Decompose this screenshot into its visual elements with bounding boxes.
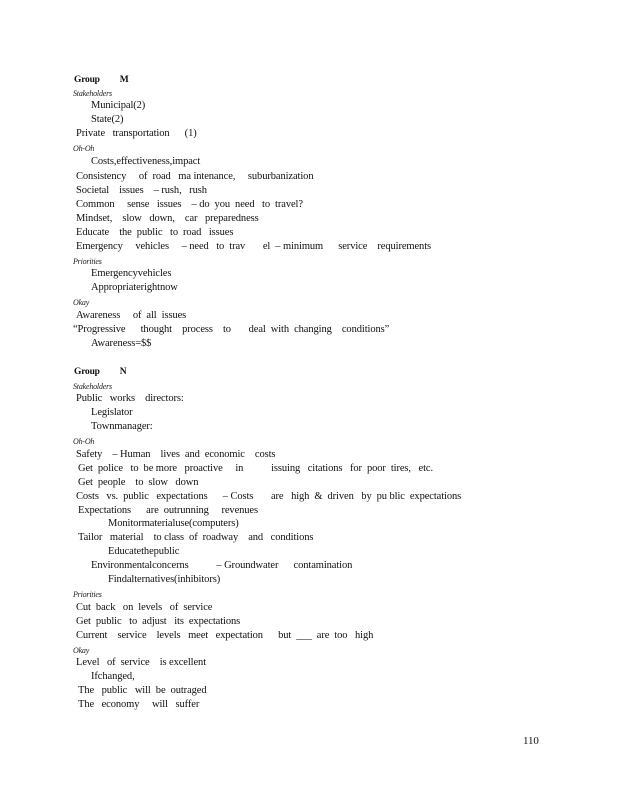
page-number: 110: [523, 735, 539, 747]
group-n-ohoh-item: Get police to be more proactive in issuing citations for poor tires, etc.: [78, 463, 433, 474]
group-m-ohoh-item: Consistency of road ma intenance, suburbanization: [76, 171, 314, 182]
group-n-ohoh-item: Monitormaterialuse(computers): [108, 518, 239, 529]
group-n-ohoh-item: Get people to slow down: [78, 477, 199, 488]
group-n-stakeholder-item: Townmanager:: [91, 421, 153, 432]
group-m-ohoh-item: Mindset, slow down, car preparedness: [76, 213, 259, 224]
group-n-ohoh-item: Costs vs. public expectations – Costs are high & driven by pu blic expectations: [76, 491, 462, 502]
group-label: Group: [74, 367, 100, 377]
group-n-priority-item: Cut back on levels of service: [76, 602, 213, 613]
group-letter: M: [119, 75, 129, 85]
group-n-ohoh-item: Expectations are outrunning revenues: [78, 505, 258, 516]
group-m-ohoh-label: Oh-Oh: [73, 144, 95, 153]
group-m-okay-item: Awareness=$$: [91, 338, 152, 349]
group-m-okay-item: “Progressive thought process to deal with changing conditions”: [73, 324, 390, 335]
group-n-ohoh-item: Environmentalconcerns – Groundwater contamination: [91, 560, 353, 571]
group-m-stakeholder-item: State(2): [91, 114, 124, 125]
group-n-stakeholders-label: Stakeholders: [73, 382, 112, 391]
group-n-heading: [74, 366, 126, 378]
group-m-ohoh-item: Common sense issues – do you need to travel?: [76, 199, 303, 210]
group-label: Group: [74, 75, 100, 85]
group-n-priorities-label: Priorities: [73, 590, 102, 599]
group-m-priority-item: Emergencyvehicles: [91, 268, 172, 279]
group-n-okay-item: Level of service is excellent: [76, 657, 207, 668]
group-n-ohoh-item: Tailor material to class of roadway and conditions: [78, 532, 314, 543]
group-n-okay-item: Ifchanged,: [91, 671, 135, 682]
group-n-okay-label: Okay: [73, 646, 90, 655]
group-n-ohoh-label: Oh-Oh: [73, 437, 95, 446]
group-n-ohoh-item: Safety – Human lives and economic costs: [76, 449, 276, 460]
group-m-stakeholder-item: Private transportation (1): [76, 128, 197, 139]
group-m-stakeholders-label: Stakeholders: [73, 89, 112, 98]
group-n-ohoh-item: Findalternatives(inhibitors): [108, 574, 221, 585]
group-m-heading: [74, 74, 129, 86]
group-n-stakeholder-item: Public works directors:: [76, 393, 184, 404]
group-letter: N: [119, 367, 127, 377]
group-m-stakeholder-item: Municipal(2): [91, 100, 146, 111]
group-n-okay-item: The economy will suffer: [78, 699, 200, 710]
group-m-ohoh-item: Costs,effectiveness,impact: [91, 156, 201, 167]
group-m-ohoh-item: Emergency vehicles – need to trav el – minimum service requirements: [76, 241, 431, 252]
group-n-ohoh-item: Educatethepublic: [108, 546, 180, 557]
group-n-okay-item: The public will be outraged: [78, 685, 207, 696]
group-m-okay-label: Okay: [73, 298, 90, 307]
group-m-priorities-label: Priorities: [73, 257, 102, 266]
group-n-stakeholder-item: Legislator: [91, 407, 133, 418]
group-n-priority-item: Current service levels meet expectation but ___ are too high: [76, 630, 374, 641]
group-m-ohoh-item: Educate the public to road issues: [76, 227, 234, 238]
group-n-priority-item: Get public to adjust its expectations: [76, 616, 241, 627]
group-m-ohoh-item: Societal issues – rush, rush: [76, 185, 207, 196]
group-m-okay-item: Awareness of all issues: [76, 310, 187, 321]
group-m-priority-item: Appropriaterightnow: [91, 282, 178, 293]
